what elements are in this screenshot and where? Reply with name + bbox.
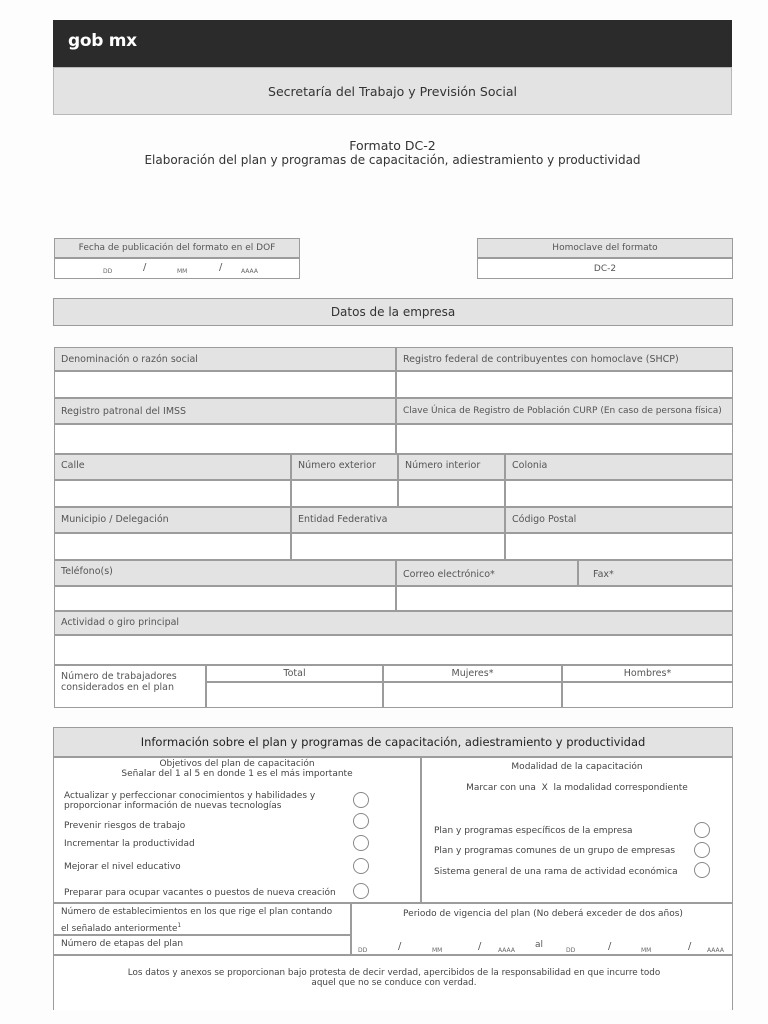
municipio-field[interactable]	[54, 533, 291, 560]
objetivo-3: Incrementar la productividad	[64, 839, 195, 849]
mujeres-label: Mujeres*	[383, 665, 562, 682]
fecha-sep-1: /	[143, 262, 147, 273]
establecimientos-line2-text: el señalado anteriormente	[61, 923, 178, 934]
fecha-mm: MM	[177, 268, 188, 275]
imss-field[interactable]	[54, 424, 396, 454]
modalidad-1-circle[interactable]	[694, 822, 710, 838]
plan-heading: Información sobre el plan y programas de capacitación, adiestramiento y productividad	[53, 727, 733, 757]
gobmx-logo: gob mx	[68, 31, 137, 51]
datos-empresa-heading: Datos de la empresa	[53, 298, 733, 326]
secretaria-name: Secretaría del Trabajo y Previsión Social	[268, 83, 517, 99]
correo-fax-field[interactable]	[396, 586, 733, 611]
colonia-field[interactable]	[505, 480, 733, 507]
form-title: Elaboración del plan y programas de capacitación, adiestramiento y productividad	[144, 153, 641, 167]
form-code: Formato DC-2	[349, 138, 436, 153]
hombres-label: Hombres*	[562, 665, 733, 682]
cp-label: Código Postal	[505, 507, 733, 533]
etapas-label: Número de etapas del plan	[61, 939, 184, 949]
curp-label: Clave Única de Registro de Población CURP (En caso de persona física)	[396, 398, 733, 424]
colonia-label: Colonia	[505, 454, 733, 480]
vigencia-dd-2: DD	[566, 947, 576, 954]
objetivo-2-circle[interactable]	[353, 813, 369, 829]
mujeres-field[interactable]	[383, 682, 562, 708]
modalidad-3: Sistema general de una rama de actividad económica	[434, 867, 678, 877]
vigencia-sep-1: /	[398, 941, 402, 952]
num-trabajadores-line2: considerados en el plan	[61, 682, 174, 693]
modalidad-3-circle[interactable]	[694, 862, 710, 878]
fecha-sep-2: /	[219, 262, 223, 273]
total-field[interactable]	[206, 682, 383, 708]
fecha-aaaa: AAAA	[241, 268, 258, 275]
fecha-dof-field[interactable]	[54, 258, 300, 279]
establecimientos-field[interactable]	[53, 903, 351, 935]
num-int-label: Número interior	[398, 454, 505, 480]
denominacion-field[interactable]	[54, 371, 396, 398]
vigencia-mm-1: MM	[432, 947, 443, 954]
vigencia-dd-1: DD	[358, 947, 368, 954]
objetivo-2: Prevenir riesgos de trabajo	[64, 821, 186, 831]
modalidad-title: Modalidad de la capacitación	[511, 762, 643, 772]
num-ext-label: Número exterior	[291, 454, 398, 480]
vigencia-aaaa-2: AAAA	[707, 947, 724, 954]
declaracion-box	[53, 955, 733, 1010]
imss-label: Registro patronal del IMSS	[54, 398, 396, 424]
total-label: Total	[206, 665, 383, 682]
vigencia-label: Periodo de vigencia del plan (No deberá exceder de dos años)	[403, 909, 683, 919]
objetivo-3-circle[interactable]	[353, 835, 369, 851]
vigencia-sep-3: /	[608, 941, 612, 952]
denominacion-label: Denominación o razón social	[54, 347, 396, 371]
vigencia-al: al	[535, 940, 544, 950]
modalidad-2-circle[interactable]	[694, 842, 710, 858]
vigencia-aaaa-1: AAAA	[498, 947, 515, 954]
fecha-dof-label: Fecha de publicación del formato en el DOF	[54, 238, 300, 258]
objetivos-subtitle: Señalar del 1 al 5 en donde 1 es el más importante	[121, 769, 353, 779]
objetivo-5-circle[interactable]	[353, 883, 369, 899]
vigencia-sep-2: /	[478, 941, 482, 952]
top-bar	[53, 20, 732, 67]
num-trabajadores-label	[54, 665, 206, 708]
establecimientos-line2	[61, 921, 181, 934]
declaracion-line2: aquel que no se conduce con verdad.	[311, 978, 477, 988]
entidad-field[interactable]	[291, 533, 505, 560]
vigencia-field[interactable]	[351, 903, 733, 955]
actividad-label: Actividad o giro principal	[54, 611, 733, 635]
modalidad-1: Plan y programas específicos de la empresa	[434, 826, 633, 836]
vigencia-mm-2: MM	[641, 947, 652, 954]
objetivo-1-line2: proporcionar información de nuevas tecnologías	[64, 801, 282, 811]
calle-label: Calle	[54, 454, 291, 480]
homoclave-label: Homoclave del formato	[477, 238, 733, 258]
objetivo-4: Mejorar el nivel educativo	[64, 862, 181, 872]
correo-label: Correo electrónico*	[396, 560, 578, 586]
objetivo-4-circle[interactable]	[353, 858, 369, 874]
declaracion-line1: Los datos y anexos se proporcionan bajo protesta de decir verdad, apercibidos de la responsabilidad en que incurre todo	[127, 968, 661, 978]
objetivo-1-line1: Actualizar y perfeccionar conocimientos y habilidades y	[64, 791, 316, 801]
objetivo-5: Preparar para ocupar vacantes o puestos de nueva creación	[64, 888, 336, 898]
homoclave-value: DC-2	[477, 258, 733, 279]
fax-label: Fax*	[578, 560, 733, 586]
calle-field[interactable]	[54, 480, 291, 507]
secretaria-band	[53, 67, 732, 115]
entidad-label: Entidad Federativa	[291, 507, 505, 533]
num-int-field[interactable]	[398, 480, 505, 507]
num-ext-field[interactable]	[291, 480, 398, 507]
curp-field[interactable]	[396, 424, 733, 454]
rfc-label: Registro federal de contribuyentes con homoclave (SHCP)	[396, 347, 733, 371]
telefono-label: Teléfono(s)	[54, 560, 396, 586]
fecha-dd: DD	[103, 268, 113, 275]
telefono-field[interactable]	[54, 586, 396, 611]
cp-field[interactable]	[505, 533, 733, 560]
objetivo-1-circle[interactable]	[353, 792, 369, 808]
rfc-field[interactable]	[396, 371, 733, 398]
municipio-label: Municipio / Delegación	[54, 507, 291, 533]
modalidad-2: Plan y programas comunes de un grupo de empresas	[434, 846, 676, 856]
hombres-field[interactable]	[562, 682, 733, 708]
establecimientos-line1: Número de establecimientos en los que rige el plan contando	[61, 907, 333, 917]
vigencia-sep-4: /	[688, 941, 692, 952]
modalidad-subtitle: Marcar con una X la modalidad correspondiente	[466, 783, 688, 793]
etapas-field[interactable]	[53, 935, 351, 955]
footnote-1-mark: 1	[177, 922, 182, 929]
num-trabajadores-line1: Número de trabajadores	[61, 671, 177, 682]
objetivos-title: Objetivos del plan de capacitación	[159, 759, 315, 769]
actividad-field[interactable]	[54, 635, 733, 665]
